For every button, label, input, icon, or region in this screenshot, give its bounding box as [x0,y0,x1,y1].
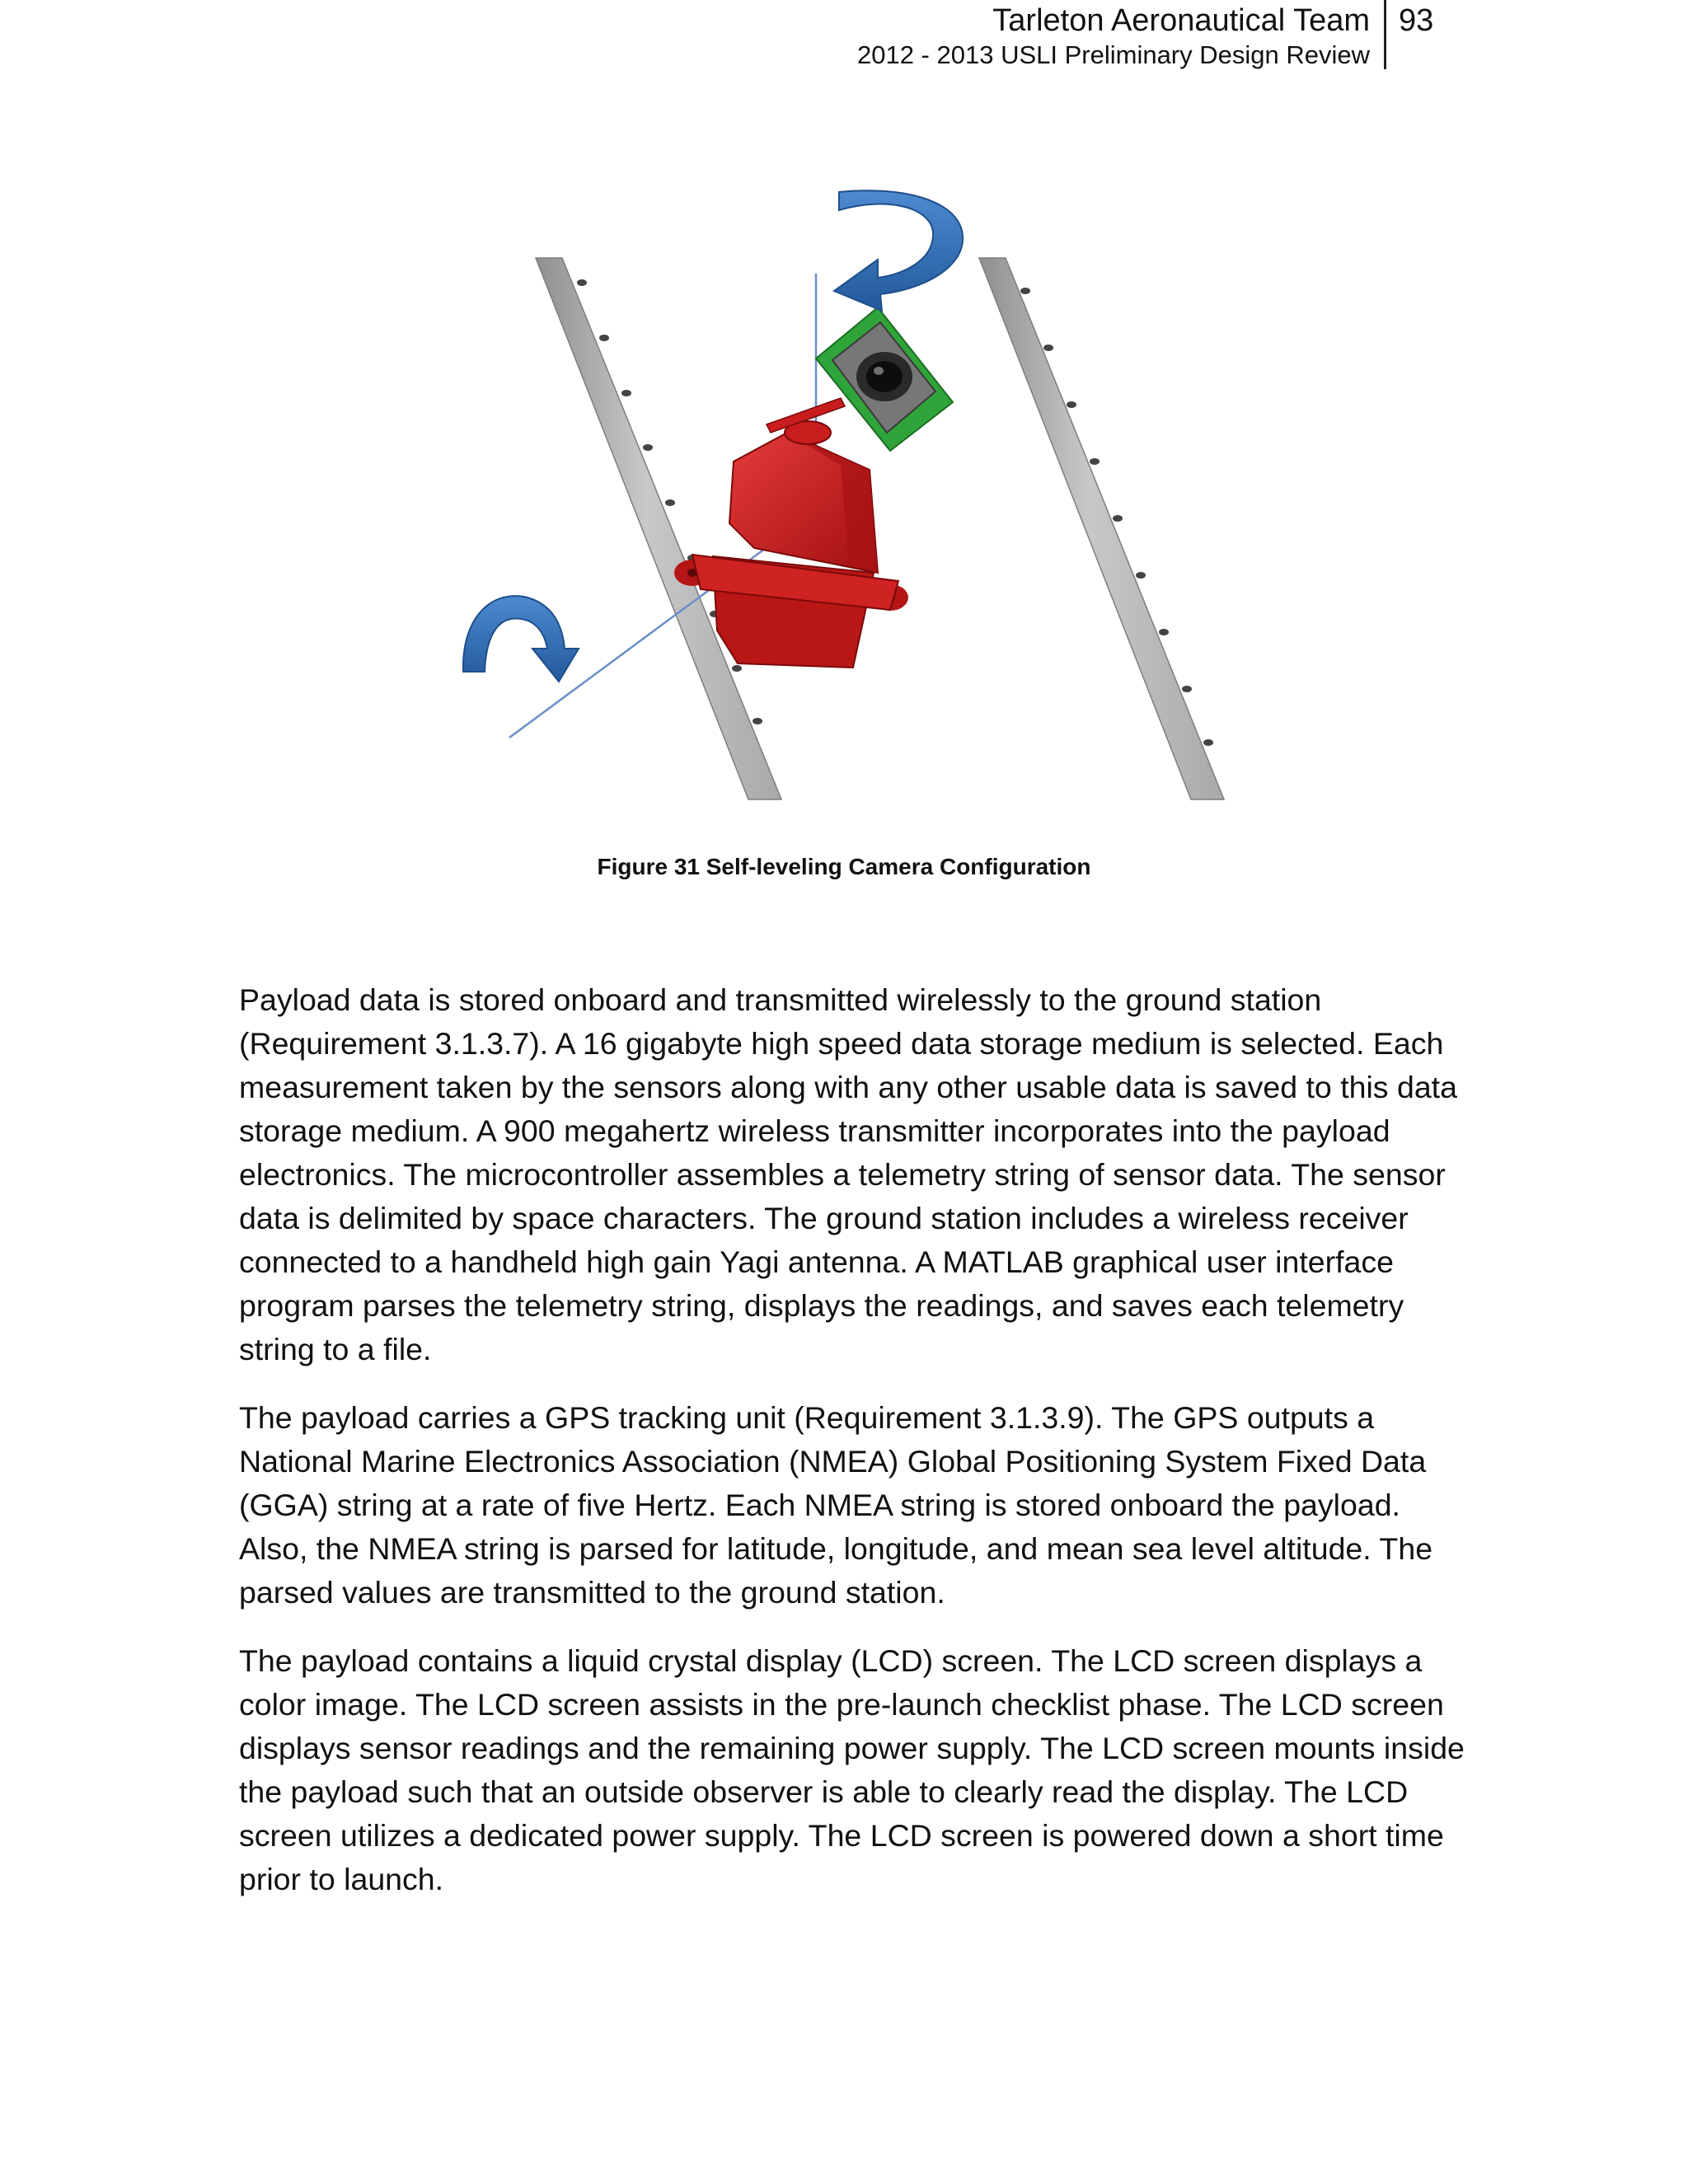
body-text [239,978,1475,1926]
header-titles [857,0,1370,71]
figure-caption: Figure 31 Self-leveling Camera Configuration [597,854,1091,879]
paragraph-payload-data: Payload data is stored onboard and transmitted wirelessly to the ground station (Requirement 3.1.3.7). A 16 gigabyte high speed data storage medium is selected. Each measurement taken by the sensors along with any other usable data is saved to this data storage medium. A 900 megahertz wireless transmitter incorporates into the payload electronics. The microcontroller assembles a telemetry string of sensor data. The sensor data is delimited by space characters. The ground station includes a wireless receiver connected to a handheld high gain Yagi antenna. A MATLAB graphical user interface program parses the telemetry string, displays the readings, and saves each telemetry string to a file. [239,982,1457,1366]
figure-illustration [429,185,1269,812]
header-team-name: Tarleton Aeronautical Team [992,3,1370,38]
page-number: 93 [1399,3,1434,38]
header-divider [1384,0,1386,69]
rotation-arrow-left-icon [463,596,579,682]
right-rail [979,258,1224,799]
rotation-arrow-top-icon [834,190,963,311]
camera-module [816,307,953,451]
header-review-title: 2012 - 2013 USLI Preliminary Design Review [856,40,1370,69]
page-header [0,0,1688,74]
figure-self-leveling-camera [429,185,1269,812]
paragraph-gps: The payload carries a GPS tracking unit (Requirement 3.1.3.9). The GPS outputs a National Marine Electronics Association (NMEA) Global Positioning System Fixed Data (GGA) string at a rate of five Hertz. Each NMEA string is stored onboard the payload. Also, the NMEA string is parsed for latitude, longitude, and mean sea level altitude. The parsed values are transmitted to the ground station. [239,1400,1433,1610]
paragraph-lcd: The payload contains a liquid crystal display (LCD) screen. The LCD screen displays a color image. The LCD screen assists in the pre-launch checklist phase. The LCD screen displays sensor readings and the remaining power supply. The LCD screen mounts inside the payload such that an outside observer is able to clearly read the display. The LCD screen utilizes a dedicated power supply. The LCD screen is powered down a short time prior to launch. [239,1643,1465,1896]
